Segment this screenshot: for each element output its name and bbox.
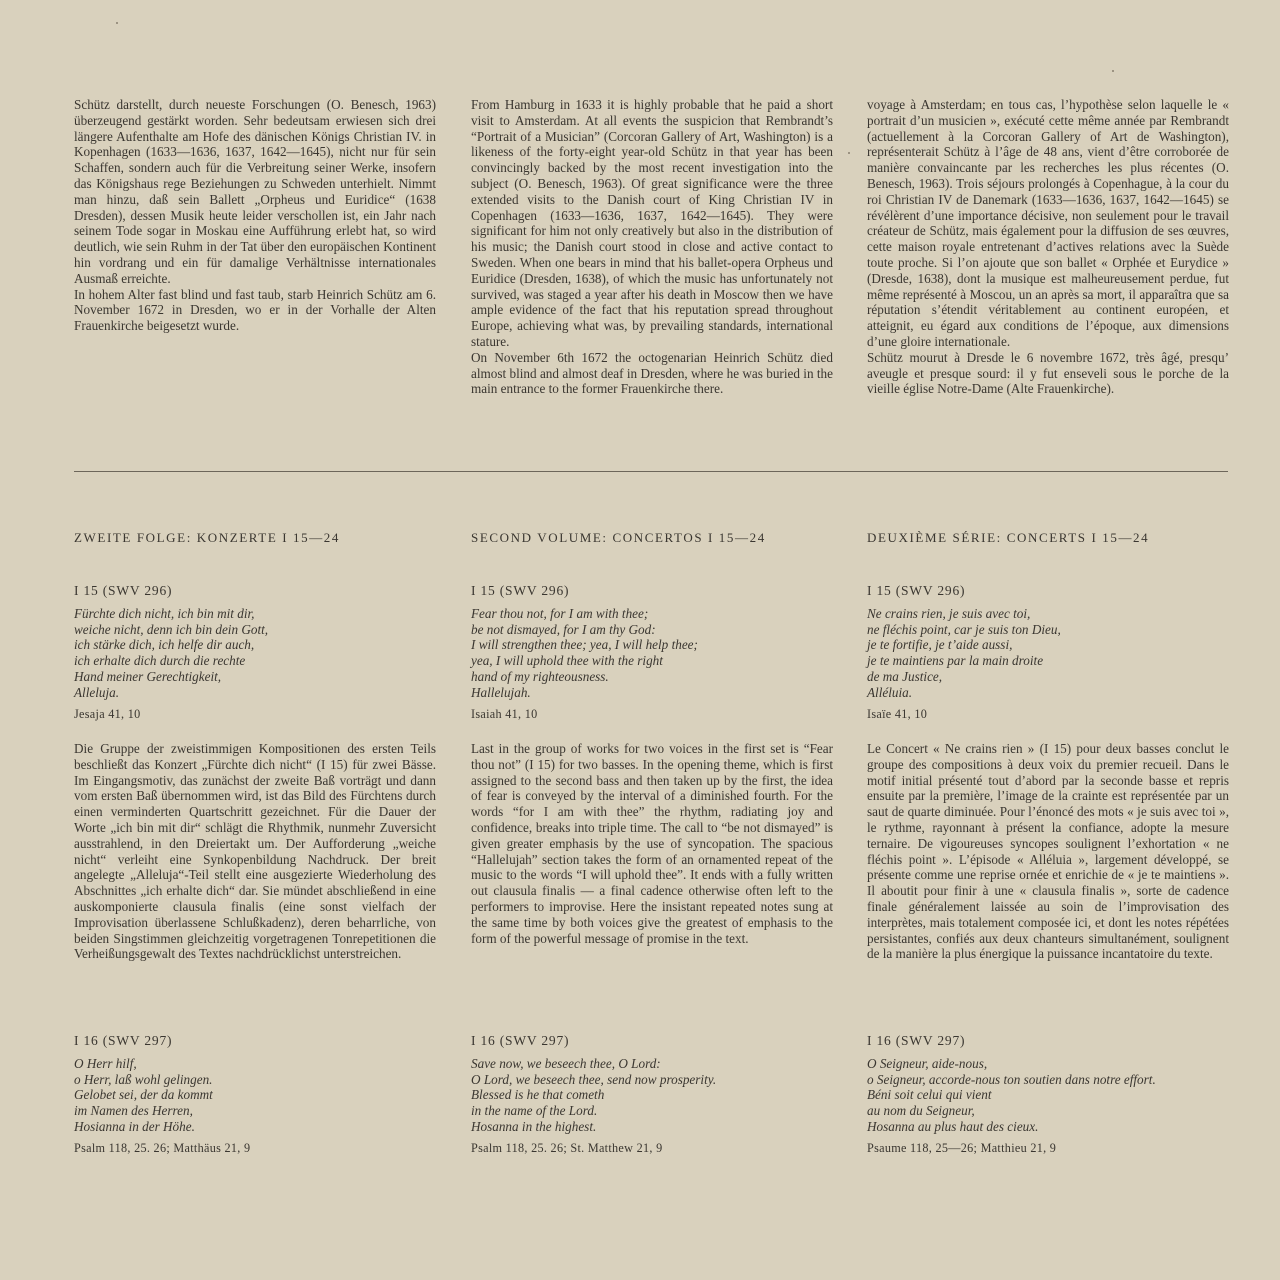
scripture-ref-i15-english: Isaiah 41, 10 — [471, 707, 538, 721]
description-i15-french: Le Concert « Ne crains rien » (I 15) pour deux basses conclut le groupe des compositions à deux voix du premier recueil. Dans le motif initial présenté tout d’abord par la seconde basse et repris ensuite par la première, l’image de la crainte est représentée par un saut de quarte diminuée. Pour l’énoncé des mots « je suis avec toi », le rythme, rayonnant à présent la confiance, adopte la mesure ternaire. De vigoureuses syncopes soulignent l’exhortation « ne fléchis point ». L’épisode « Alléluia », largement développé, se présente comme une reprise ornée et enrichie de « je te maintiens ». Il aboutit pour finir à une « clausula finalis », sorte de cadence finale généralement laissée au soin de l’improvisation des interprètes, mais totalement composée ici, et dont les notes répétées persistantes, confiés aux deux chanteurs simultanément, soulignent de la manière la plus énergique la puissance incantatoire du texte. — [867, 741, 1229, 962]
scripture-ref-i16-english: Psalm 118, 25. 26; St. Matthew 21, 9 — [471, 1141, 663, 1155]
paper-speck — [1112, 70, 1114, 72]
paper-speck — [848, 152, 850, 154]
scripture-ref-i15-french: Isaïe 41, 10 — [867, 707, 928, 721]
description-i15-german: Die Gruppe der zweistimmigen Kompositionen des ersten Teils beschließt das Konzert „Fürchte dich nicht“ (I 15) für zwei Bässe. Im Eingangsmotiv, das zunächst der zweite Baß vorträgt und dann vom ersten Baß übernommen wird, ist das Bild des Fürchtens durch einen verminderten Quartschritt gezeichnet. Für die Dauer der Worte „ich bin mit dir“ schlägt die Rhythmik, nunmehr Zuversicht ausstrahlend, in den Dreiertakt um. Der Aufforderung „weiche nicht“ verleiht eine Synkopenbildung Nachdruck. Der breit angelegte „Alleluja“-Teil stellt eine ausgezierte Wiederholung des Abschnittes „ich erhalte dich“ dar. Sie mündet abschließend in eine auskomponierte clausula finalis (eine sonst vielfach der Improvisation überlassene Schlußkadenz), deren beharrliche, von beiden Singstimmen gleichzeitig vorgetragenen Tonrepetitionen die Verheißungsgewalt des Textes nachdrücklichst unterstreichen. — [74, 741, 436, 962]
item-title-i16-english: I 16 (SWV 297) — [471, 1033, 570, 1048]
verse-i16-english: Save now, we beseech thee, O Lord: O Lord, we beseech thee, send now prosperity. Blessed is he that cometh in the name of the Lord. Hosanna in the highest. — [471, 1056, 717, 1134]
section-heading-french: DEUXIÈME SÉRIE: CONCERTS I 15—24 — [867, 530, 1150, 545]
verse-i15-french: Ne crains rien, je suis avec toi, ne fléchis point, car je suis ton Dieu, je te fortifie, je t’aide aussi, je te maintiens par la main droite de ma Justice, Alléluia. — [867, 606, 1061, 700]
item-title-i16-german: I 16 (SWV 297) — [74, 1033, 173, 1048]
description-i15-english: Last in the group of works for two voices in the first set is “Fear thou not” (I 15) for two basses. In the opening theme, which is first assigned to the second bass and then taken up by the first, the idea of fear is conveyed by the interval of a diminished fourth. For the words “for I am with thee” the rhythm, radiating joy and confidence, breaks into triple time. The call to “be not dismayed” is given greater emphasis by the use of syncopation. The spacious “Hallelujah” section takes the form of an ornamented repeat of the music to the words “I will uphold thee”. It ends with a fully written out clausula finalis — a final cadence otherwise often left to the performers to improvise. Here the insistant repeated notes sung at the same time by both voices give the greatest of emphasis to the form of the powerful message of promise in the text. — [471, 741, 833, 946]
item-title-i15-french: I 15 (SWV 296) — [867, 583, 966, 598]
section-heading-german: ZWEITE FOLGE: KONZERTE I 15—24 — [74, 530, 341, 545]
verse-i16-french: O Seigneur, aide-nous, o Seigneur, accorde-nous ton soutien dans notre effort. Béni soit celui qui vient au nom du Seigneur, Hosanna au plus haut des cieux. — [867, 1056, 1156, 1134]
verse-i15-german: Fürchte dich nicht, ich bin mit dir, weiche nicht, denn ich bin dein Gott, ich stärke dich, ich helfe dir auch, ich erhalte dich durch die rechte Hand meiner Gerechtigkeit, Alleluja. — [74, 606, 269, 700]
english-biography-text: From Hamburg in 1633 it is highly probable that he paid a short visit to Amsterdam. At all events the suspicion that Rembrandt’s “Portrait of a Musician” (Corcoran Gallery of Art, Washington) is a likeness of the forty-eight year-old Schütz in that year has been convincingly backed by the most recent investigation into the subject (O. Benesch, 1963). Of great significance were the three extended visits to the Danish court of King Christian IV in Copenhagen (1633—1636, 1637, 1642—1645). They were significant for him not only creatively but also in the distribution of his music; the Danish court stood in close and active contact to Sweden. When one bears in mind that his ballet-opera Orpheus und Euridice (Dresden, 1638), of which the music has unfortunately not survived, was staged a year after his death in Moscow then we have ample evidence of the fact that his reputation spread throughout Europe, achieving what was, by prevailing standards, international stature. On November 6th 1672 the octogenarian Heinrich Schütz died almost blind and almost deaf in Dresden, where he was buried in the main entrance to the former Frauenkirche there. — [471, 97, 833, 397]
item-title-i15-english: I 15 (SWV 296) — [471, 583, 570, 598]
item-title-i16-french: I 16 (SWV 297) — [867, 1033, 966, 1048]
section-heading-english: SECOND VOLUME: CONCERTOS I 15—24 — [471, 530, 766, 545]
scripture-ref-i16-german: Psalm 118, 25. 26; Matthäus 21, 9 — [74, 1141, 251, 1155]
item-title-i15-german: I 15 (SWV 296) — [74, 583, 173, 598]
verse-i16-german: O Herr hilf, o Herr, laß wohl gelingen. Gelobet sei, der da kommt im Namen des Herren, Hosianna in der Höhe. — [74, 1056, 213, 1134]
verse-i15-english: Fear thou not, for I am with thee; be not dismayed, for I am thy God: I will strengthen thee; yea, I will help thee; yea, I will uphold thee with the right hand of my righteousness. Hallelujah. — [471, 606, 698, 700]
scripture-ref-i15-german: Jesaja 41, 10 — [74, 707, 141, 721]
paper-speck — [116, 22, 118, 24]
scripture-ref-i16-french: Psaume 118, 25—26; Matthieu 21, 9 — [867, 1141, 1057, 1155]
section-divider — [74, 471, 1228, 472]
german-biography-text: Schütz darstellt, durch neueste Forschungen (O. Benesch, 1963) überzeugend gestärkt worden. Sehr bedeutsam erwiesen sich drei längere Aufenthalte am Hofe des dänischen Königs Christian IV. in Kopenhagen (1633—1636, 1637, 1642—1645), nicht nur für sein Schaffen, sondern auch für die Verbreitung seiner Werke, insofern das Königshaus rege Beziehungen zu Schweden unterhielt. Nimmt man hinzu, daß sein Ballett „Orpheus und Euridice“ (1638 Dresden), dessen Musik heute leider verschollen ist, ein Jahr nach seinem Tode sogar in Moskau eine Aufführung erlebt hat, so wird deutlich, wie sein Ruhm in der Tat über den europäischen Kontinent hin vordrang und ein für damalige Verhältnisse internationales Ausmaß erreichte. In hohem Alter fast blind und fast taub, starb Heinrich Schütz am 6. November 1672 in Dresden, wo er in der Vorhalle der Alten Frauenkirche beigesetzt wurde. — [74, 97, 436, 334]
french-biography-text: voyage à Amsterdam; en tous cas, l’hypothèse selon laquelle le « portrait d’un musicien », exécuté cette même année par Rembrandt (actuellement à la Corcoran Gallery of Art de Washington), représenterait Schütz à l’âge de 48 ans, vient d’être corroborée de manière convaincante par les recherches les plus récentes (O. Benesch, 1963). Trois séjours prolongés à Copenhague, à la cour du roi Christian IV de Danemark (1633—1636, 1637, 1642—1645) se révélèrent d’une importance décisive, non seulement pour le travail créateur de Schütz, mais également pour la diffusion de ses œuvres, cette maison royale entretenant d’actives relations avec la Suède toute proche. Si l’on ajoute que son ballet « Orphée et Eurydice » (Dresde, 1638), dont la musique est malheureusement perdue, fut même représenté à Moscou, un an après sa mort, il apparaîtra que sa réputation s’étendit véritablement au continent européen, et atteignit, eu égard aux conditions de l’époque, aux dimensions d’une gloire internationale. Schütz mourut à Dresde le 6 novembre 1672, très âgé, presqu’ aveugle et presque sourd: il y fut enseveli sous le porche de la vieille église Notre-Dame (Alte Frauenkirche). — [867, 97, 1229, 397]
